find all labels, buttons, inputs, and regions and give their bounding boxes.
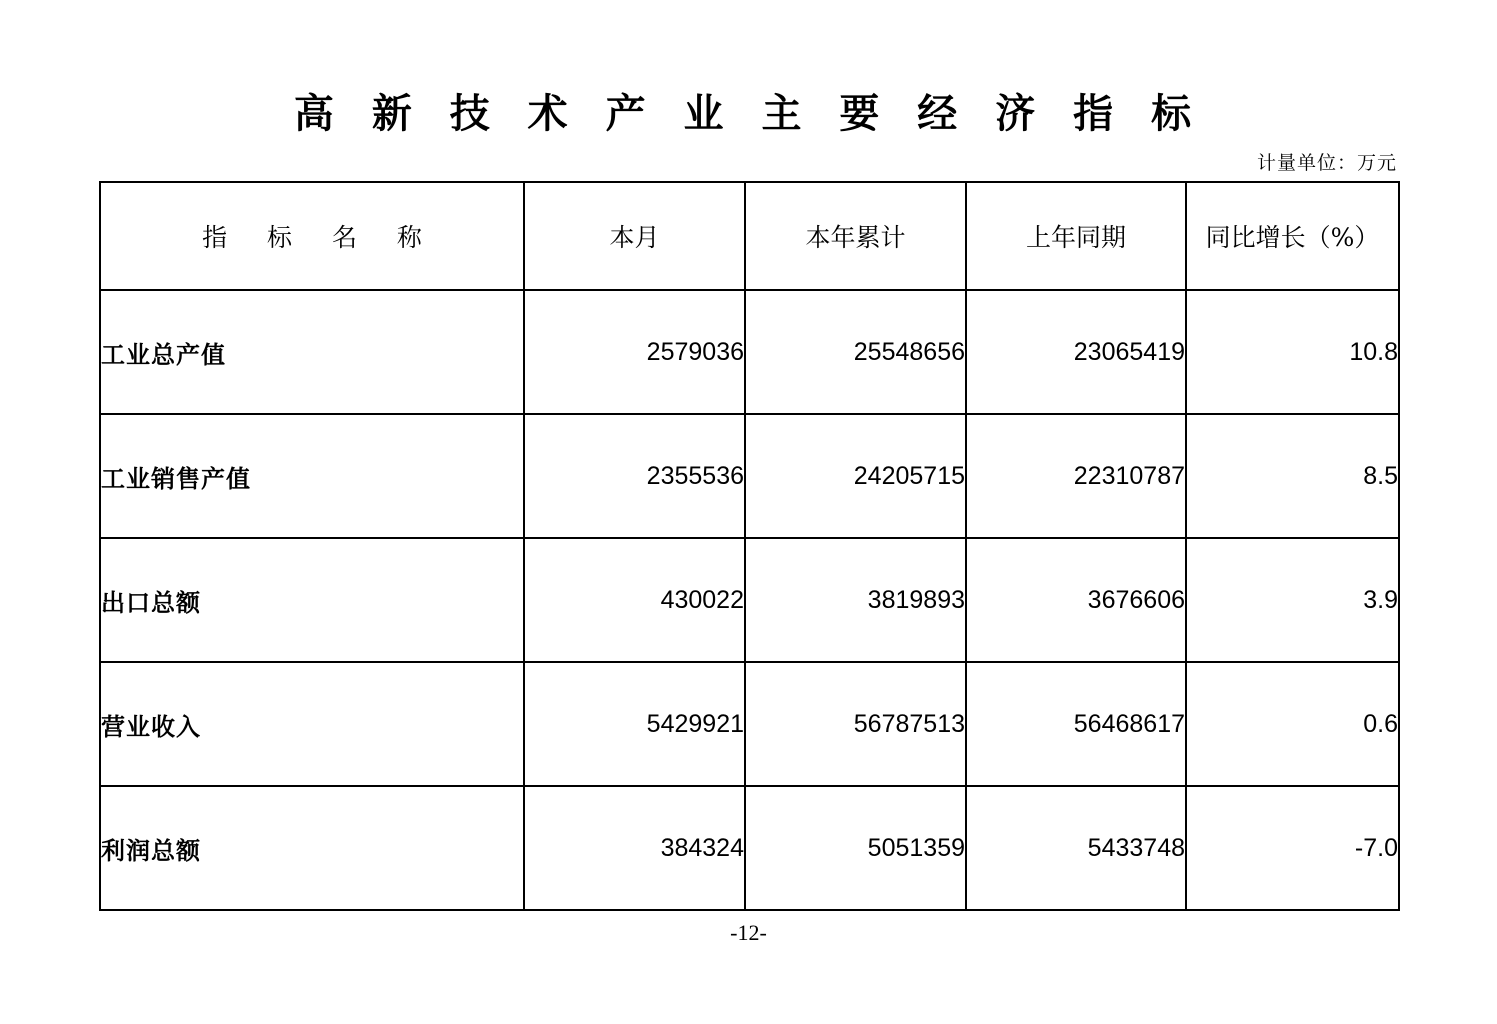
table-row [100, 538, 1399, 662]
cell-ytd: 5051359 [745, 786, 966, 910]
table-header-row [100, 182, 1399, 290]
cell-month: 2579036 [524, 290, 745, 414]
cell-growth: 0.6 [1186, 662, 1399, 786]
row-label-operating-revenue: 营业收入 [100, 662, 524, 786]
page-number: -12- [730, 920, 767, 945]
table-row [100, 786, 1399, 910]
row-label-industrial-output: 工业总产值 [100, 290, 524, 414]
cell-ytd: 25548656 [745, 290, 966, 414]
measurement-unit-note: 计量单位：万元 [1256, 152, 1397, 174]
row-label-total-profit: 利润总额 [100, 786, 524, 910]
cell-month: 384324 [524, 786, 745, 910]
page-title: 高 新 技 术 产 业 主 要 经 济 指 标 [293, 90, 1204, 137]
cell-ytd: 3819893 [745, 538, 966, 662]
cell-month: 2355536 [524, 414, 745, 538]
cell-ytd: 24205715 [745, 414, 966, 538]
table-header [100, 182, 1399, 290]
cell-last-year: 3676606 [966, 538, 1186, 662]
cell-ytd: 56787513 [745, 662, 966, 786]
row-label-export-total: 出口总额 [100, 538, 524, 662]
cell-growth: 10.8 [1186, 290, 1399, 414]
column-header-same-period-last-year: 上年同期 [966, 182, 1186, 290]
cell-last-year: 5433748 [966, 786, 1186, 910]
cell-month: 5429921 [524, 662, 745, 786]
cell-last-year: 22310787 [966, 414, 1186, 538]
cell-growth: -7.0 [1186, 786, 1399, 910]
cell-growth: 3.9 [1186, 538, 1399, 662]
table-row [100, 290, 1399, 414]
cell-last-year: 23065419 [966, 290, 1186, 414]
cell-last-year: 56468617 [966, 662, 1186, 786]
column-header-indicator-name: 指 标 名 称 [100, 182, 524, 290]
row-label-industrial-sales-output: 工业销售产值 [100, 414, 524, 538]
column-header-current-month: 本月 [524, 182, 745, 290]
column-header-year-to-date: 本年累计 [745, 182, 966, 290]
table-body [100, 290, 1399, 910]
economic-indicators-table [99, 181, 1400, 911]
table-row [100, 662, 1399, 786]
table-row [100, 414, 1399, 538]
cell-month: 430022 [524, 538, 745, 662]
column-header-growth-rate: 同比增长（%） [1186, 182, 1399, 290]
cell-growth: 8.5 [1186, 414, 1399, 538]
